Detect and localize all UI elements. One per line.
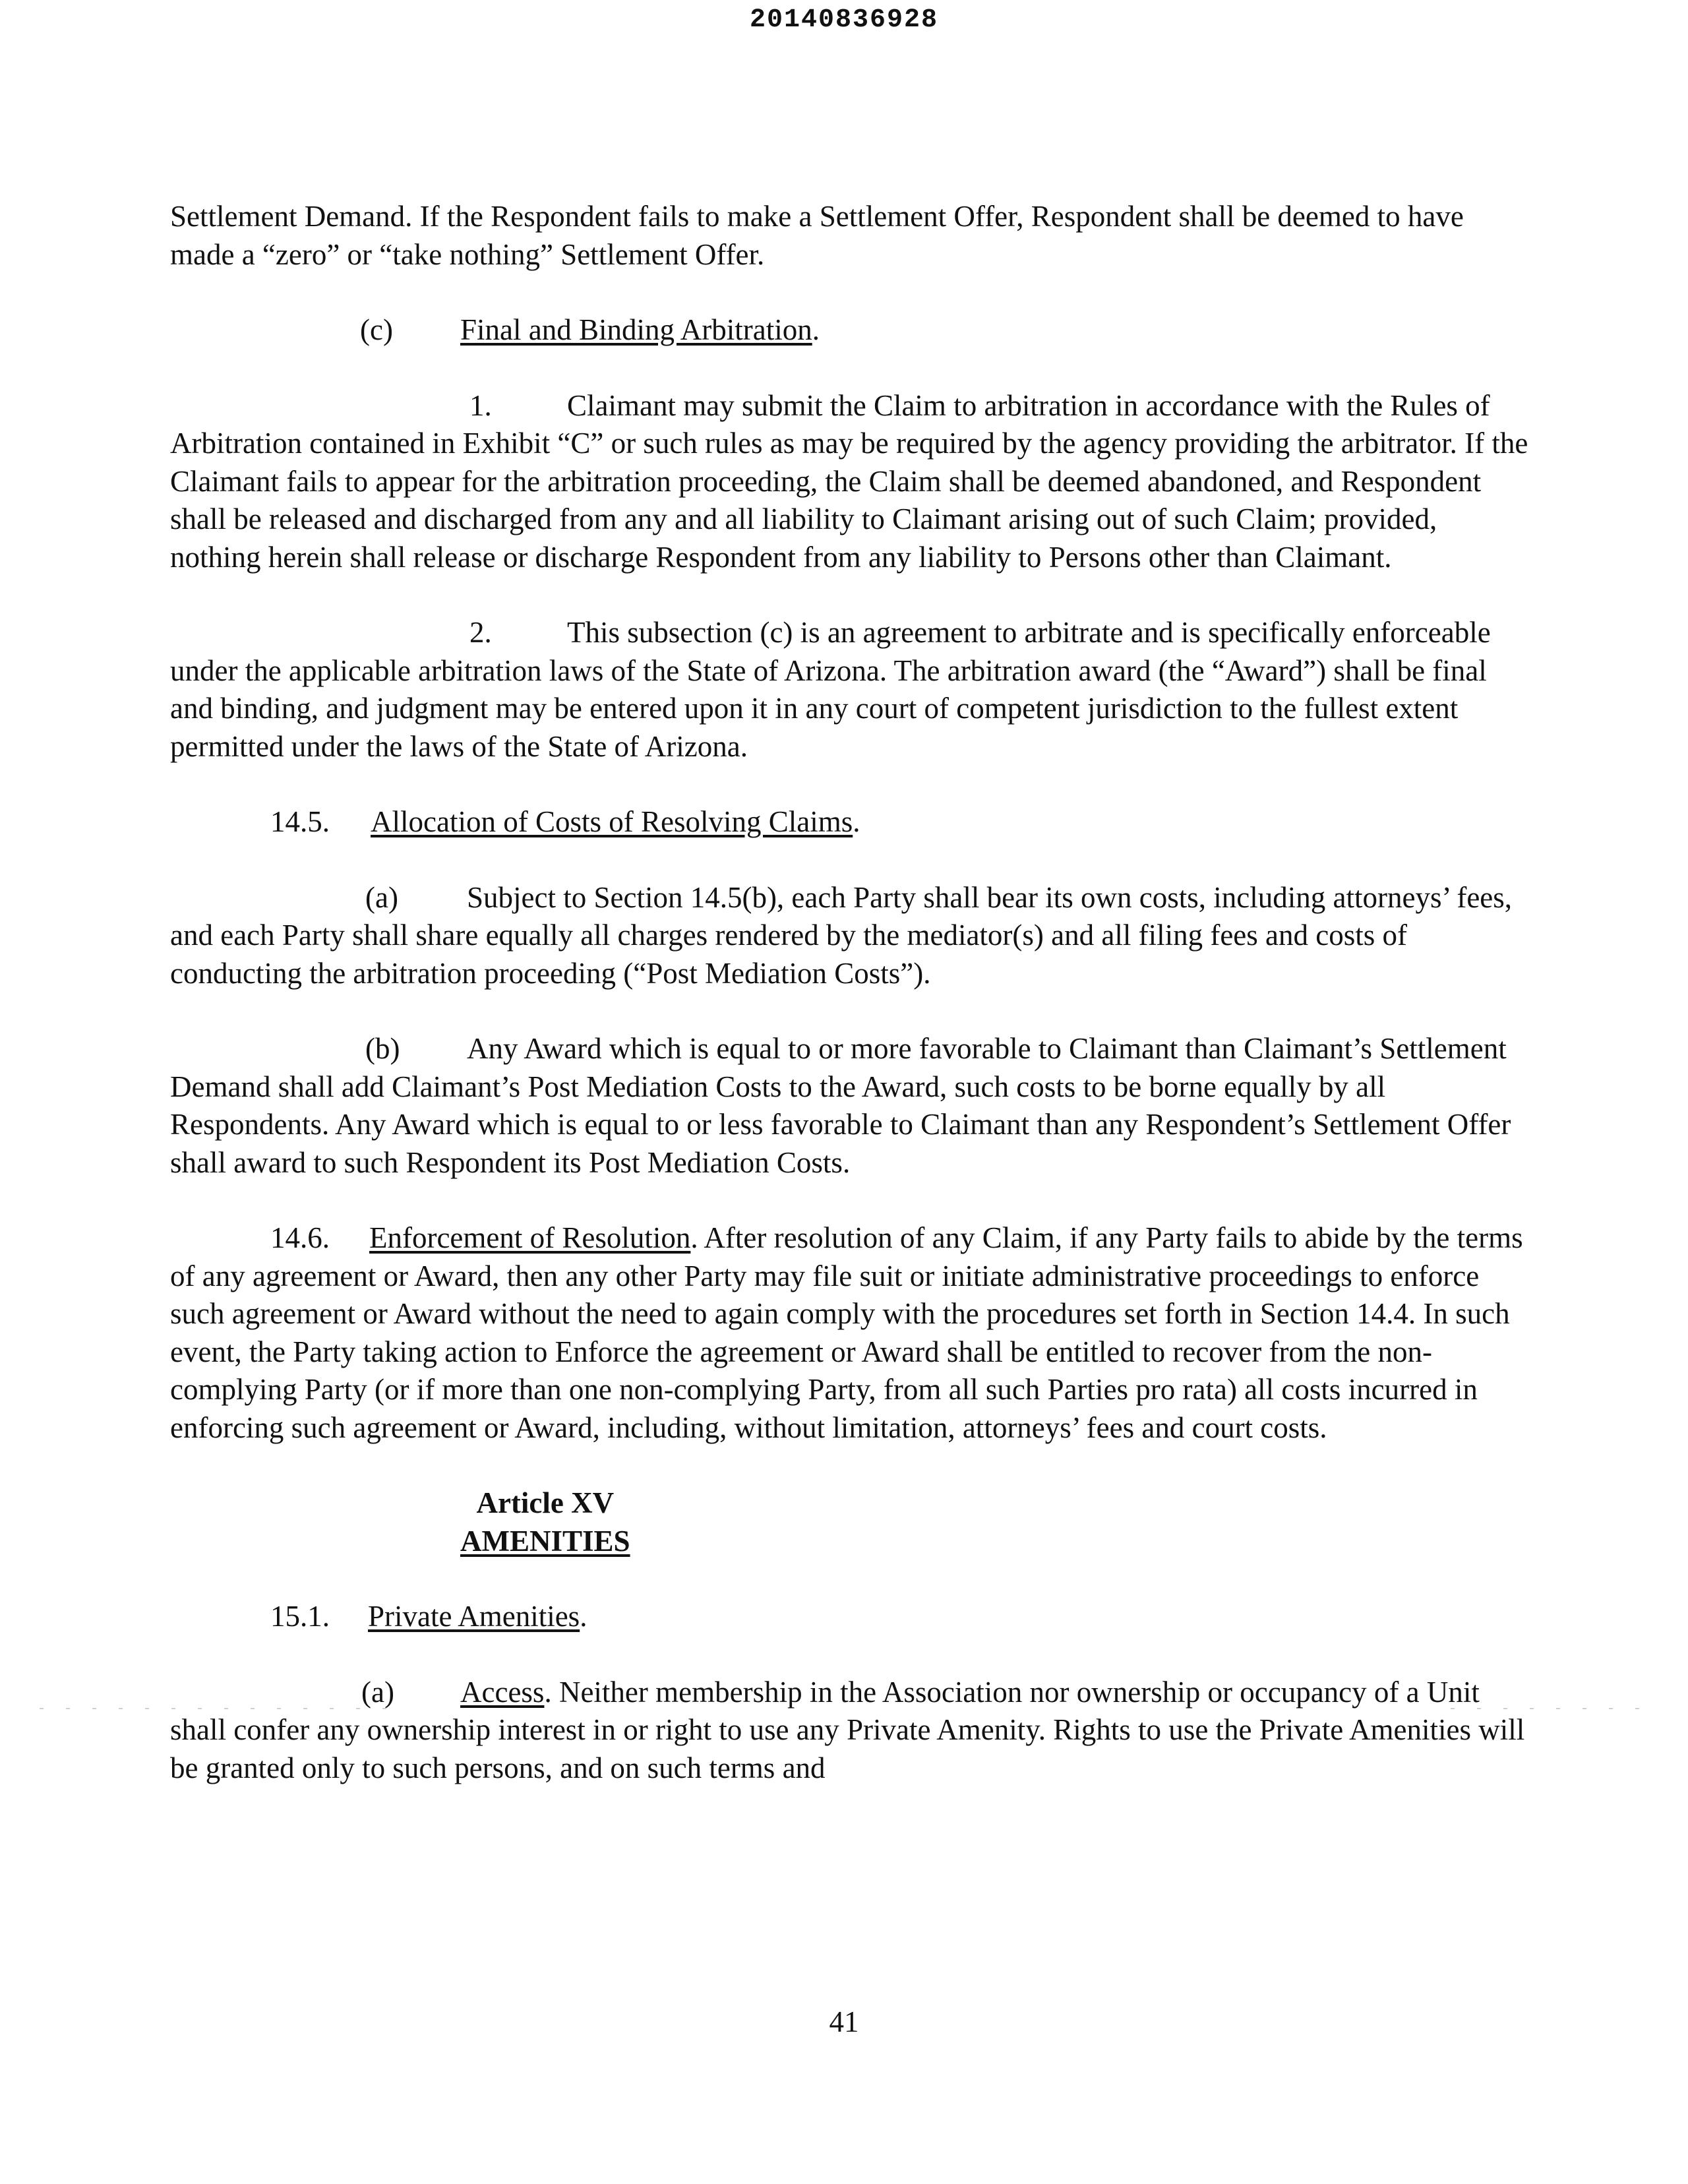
article-title: AMENITIES (460, 1524, 630, 1558)
section-15-1-number: 15.1. (270, 1600, 330, 1633)
paragraph-c1-text: Claimant may submit the Claim to arbitration in accordance with the Rules of Arbitration contained in Exhibit “C” or such rules as may be required by the agency providing the arbitrator. If the Claimant fails to appear for the arbitration proceeding, the Claim shall be deemed abandoned, and Respondent shall be released and discharged from any and all liability to Claimant arising out of such Claim; provided, nothing herein shall release or discharge Respondent from any liability to Persons other than Claimant. (170, 388, 1528, 574)
scan-artifact-left (40, 1708, 409, 1709)
section-14-6-title: Enforcement of Resolution (369, 1221, 691, 1254)
paragraph-c1-number: 1. (469, 388, 492, 422)
paragraph-settlement-demand: Settlement Demand. If the Respondent fails to make a Settlement Offer, Respondent shall be deemed to have made a “zero” or “take nothing” Settlement Offer. (170, 200, 1464, 271)
paragraph-15-1-a: (a) Access. Neither membership in the Association nor ownership or occupancy of a Unit shall confer any ownership interest in or right to use any Private Amenity. Rights to use the Private Amenities will be granted only to such persons, and on such terms and (170, 1674, 1528, 1788)
section-14-5-number: 14.5. (270, 805, 330, 838)
document-body (170, 198, 1528, 1787)
paragraph-14-5-a-label: (a) (365, 880, 398, 914)
article-heading (460, 1484, 630, 1560)
page-number: 41 (829, 2005, 859, 2038)
paragraph-c2 (170, 614, 1528, 766)
paragraph-c1 (170, 387, 1528, 577)
section-15-1-title: Private Amenities (368, 1600, 580, 1633)
paragraph-15-1-a-title: Access (460, 1675, 545, 1709)
paragraph-c2-number: 2. (469, 616, 492, 649)
document-number: 20140836928 (749, 5, 939, 35)
section-14-6: 14.6. Enforcement of Resolution. After resolution of any Claim, if any Party fails to abide by the terms of any agreement or Award, then any other Party may file suit or initiate administrative proceedings to enforce such agreement or Award without the need to again comply with the procedures set forth in Section 14.4. In such event, the Party taking action to Enforce the agreement or Award shall be entitled to recover from the non-complying Party (or if more than one non-complying Party, from all such Parties pro rata) all costs incurred in enforcing such agreement or Award, including, without limitation, attorneys’ fees and court costs. (170, 1219, 1528, 1447)
subsection-c-label: (c) (360, 313, 393, 346)
paragraph-c2-text: This subsection (c) is an agreement to arbitrate and is specifically enforceable under the applicable arbitration laws of the State of Arizona. The arbitration award (the “Award”) shall be final and binding, and judgment may be entered upon it in any court of competent jurisdiction to the fullest extent permitted under the laws of the State of Arizona. (170, 616, 1491, 763)
section-15-1-heading: 15.1. Private Amenities. (170, 1598, 1528, 1636)
subsection-c-title: Final and Binding Arbitration (460, 313, 812, 346)
subsection-c-heading: (c) Final and Binding Arbitration. (170, 311, 1528, 349)
paragraph-14-5-b (170, 1030, 1528, 1182)
article-number: Article XV (476, 1486, 615, 1519)
paragraph-15-1-a-text: Neither membership in the Association nor ownership or occupancy of a Unit shall confer any ownership interest in or right to use any Private Amenity. Rights to use the Private Amenities will be granted only to such persons, and on such terms and (170, 1675, 1525, 1784)
paragraph-15-1-a-label: (a) (361, 1675, 394, 1709)
section-14-6-text: After resolution of any Claim, if any Party fails to abide by the terms of any agreement or Award, then any other Party may file suit or initiate administrative proceedings to enforce such agreement or Award without the need to again comply with the procedures set forth in Section 14.4. In such event, the Party taking action to Enforce the agreement or Award shall be entitled to recover from the non-complying Party (or if more than one non-complying Party, from all such Parties pro rata) all costs incurred in enforcing such agreement or Award, including, without limitation, attorneys’ fees and court costs. (170, 1221, 1523, 1444)
paragraph-14-5-b-label: (b) (365, 1032, 400, 1065)
section-14-6-number: 14.6. (270, 1221, 330, 1254)
paragraph-14-5-b-text: Any Award which is equal to or more favorable to Claimant than Claimant’s Settlement Demand shall add Claimant’s Post Mediation Costs to the Award, such costs to be borne equally by all Respondents. Any Award which is equal to or less favorable to Claimant than any Respondent’s Settlement Offer shall award to such Respondent its Post Mediation Costs. (170, 1032, 1511, 1179)
scan-artifact-right (1451, 1708, 1648, 1709)
section-14-5-heading: 14.5. Allocation of Costs of Resolving Claims. (170, 803, 1528, 841)
paragraph-14-5-a (170, 879, 1528, 993)
section-14-5-title: Allocation of Costs of Resolving Claims (371, 805, 853, 838)
paragraph-14-5-a-text: Subject to Section 14.5(b), each Party shall bear its own costs, including attorneys’ fees, and each Party shall share equally all charges rendered by the mediator(s) and all filing fees and costs of conducting the arbitration proceeding (“Post Mediation Costs”). (170, 880, 1513, 990)
